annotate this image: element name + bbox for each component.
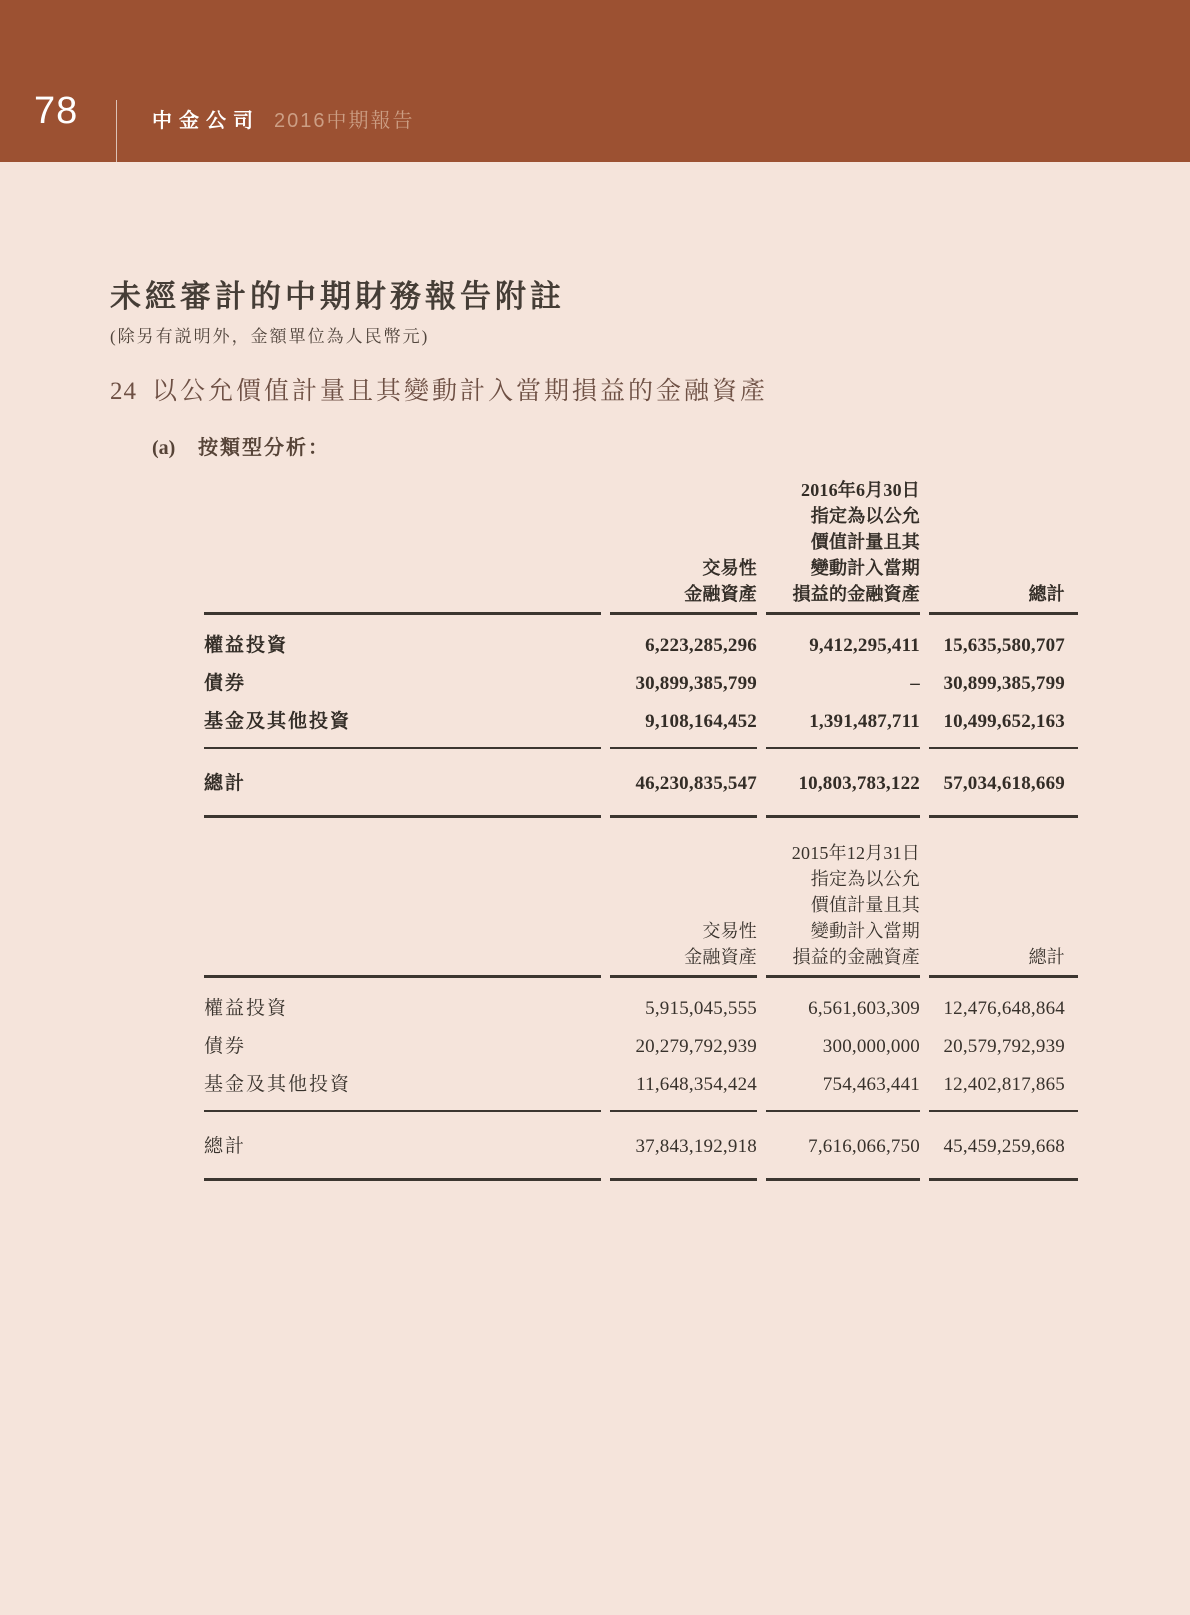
table-row: [204, 615, 1078, 665]
document-title: 未經審計的中期財務報告附註: [110, 279, 565, 314]
subsection-title: 按類型分析：: [198, 437, 330, 459]
table-row: [204, 703, 1078, 749]
cell-trading: 46,230,835,547: [610, 749, 757, 818]
cell-trading: 6,223,285,296: [645, 635, 757, 656]
row-label: 權益投資: [204, 998, 289, 1019]
cell-designated: 6,561,603,309: [808, 998, 920, 1019]
cell-trading: 30,899,385,799: [635, 673, 757, 694]
page-header-band: [0, 0, 1190, 162]
document-subtitle: (除另有説明外，金額單位為人民幣元): [110, 327, 430, 346]
col1-header-line: 金融資產: [610, 944, 757, 978]
row-label: 債券: [204, 1036, 247, 1057]
table-2015-header: [204, 840, 1078, 978]
cell-total: 20,579,792,939: [943, 1036, 1065, 1057]
cell-trading: 20,279,792,939: [635, 1036, 757, 1057]
table-2016-06-30: [195, 477, 1087, 818]
cell-designated: –: [910, 673, 920, 694]
header-row: [204, 944, 1078, 978]
col2-header-line: 價值計量且其: [810, 532, 920, 552]
cell-trading: 37,843,192,918: [610, 1112, 757, 1181]
table-2015-body: [204, 978, 1078, 1181]
table-2016-body: [204, 615, 1078, 818]
column-date: 2016年6月30日: [801, 480, 920, 500]
section-number: 24: [110, 378, 137, 405]
col2-header-line: 指定為以公允: [810, 869, 920, 889]
col2-header-line: 指定為以公允: [810, 506, 920, 526]
cell-total: 10,499,652,163: [929, 703, 1078, 749]
row-label: 基金及其他投資: [204, 703, 601, 749]
header-row-date: [204, 840, 1078, 866]
cell-designated: 7,616,066,750: [766, 1112, 920, 1181]
cell-total: 12,476,648,864: [943, 998, 1065, 1019]
header-divider: [116, 100, 117, 162]
cell-total: 15,635,580,707: [943, 635, 1065, 656]
total-row: [204, 1112, 1078, 1181]
row-label: 總計: [204, 749, 601, 818]
total-row: [204, 749, 1078, 818]
table-row: [204, 1028, 1078, 1066]
row-label: 權益投資: [204, 635, 289, 656]
cell-total: 57,034,618,669: [929, 749, 1078, 818]
company-name: 中金公司: [152, 110, 260, 132]
col2-header-line: 變動計入當期: [810, 558, 920, 578]
cell-designated: 754,463,441: [766, 1066, 920, 1112]
section-title: 以公允價值計量且其變動計入當期損益的金融資產: [152, 378, 769, 405]
cell-designated: 300,000,000: [822, 1036, 920, 1057]
cell-designated: 10,803,783,122: [766, 749, 920, 818]
table-row: [204, 665, 1078, 703]
report-edition: 2016中期報告: [274, 110, 415, 132]
col2-header-line: 變動計入當期: [810, 921, 920, 941]
header-brand-row: [152, 108, 415, 134]
header-row: [204, 581, 1078, 615]
table-row: [204, 978, 1078, 1028]
col2-header-line: 價值計量且其: [810, 895, 920, 915]
cell-trading: 5,915,045,555: [645, 998, 757, 1019]
section-heading: [110, 376, 1078, 408]
subsection-marker: (a): [152, 437, 176, 459]
table-row: [204, 1066, 1078, 1112]
cell-designated: 9,412,295,411: [809, 635, 920, 656]
row-label: 基金及其他投資: [204, 1066, 601, 1112]
column-date: 2015年12月31日: [791, 843, 920, 863]
page-content: [0, 278, 1190, 1181]
header-row: [204, 892, 1078, 918]
cell-total: 45,459,259,668: [929, 1112, 1078, 1181]
row-label: 總計: [204, 1112, 601, 1181]
header-row: [204, 918, 1078, 944]
header-row: [204, 529, 1078, 555]
header-row: [204, 555, 1078, 581]
cell-trading: 9,108,164,452: [610, 703, 757, 749]
col2-header-line: 損益的金融資產: [766, 581, 920, 615]
col2-header-line: 損益的金融資產: [766, 944, 920, 978]
col1-header-line: 交易性: [702, 558, 757, 578]
col1-header-line: 金融資產: [610, 581, 757, 615]
cell-total: 12,402,817,865: [929, 1066, 1078, 1112]
cell-total: 30,899,385,799: [943, 673, 1065, 694]
subsection-heading: [152, 435, 1078, 461]
row-label: 債券: [204, 673, 247, 694]
table-2016-header: [204, 477, 1078, 615]
col3-header: 總計: [929, 581, 1078, 615]
page-number: 78: [34, 90, 79, 132]
cell-trading: 11,648,354,424: [610, 1066, 757, 1112]
header-row: [204, 503, 1078, 529]
cell-designated: 1,391,487,711: [766, 703, 920, 749]
col1-header-line: 交易性: [702, 921, 757, 941]
header-row-date: [204, 477, 1078, 503]
header-row: [204, 866, 1078, 892]
table-2015-12-31: [195, 840, 1087, 1181]
col3-header: 總計: [929, 944, 1078, 978]
